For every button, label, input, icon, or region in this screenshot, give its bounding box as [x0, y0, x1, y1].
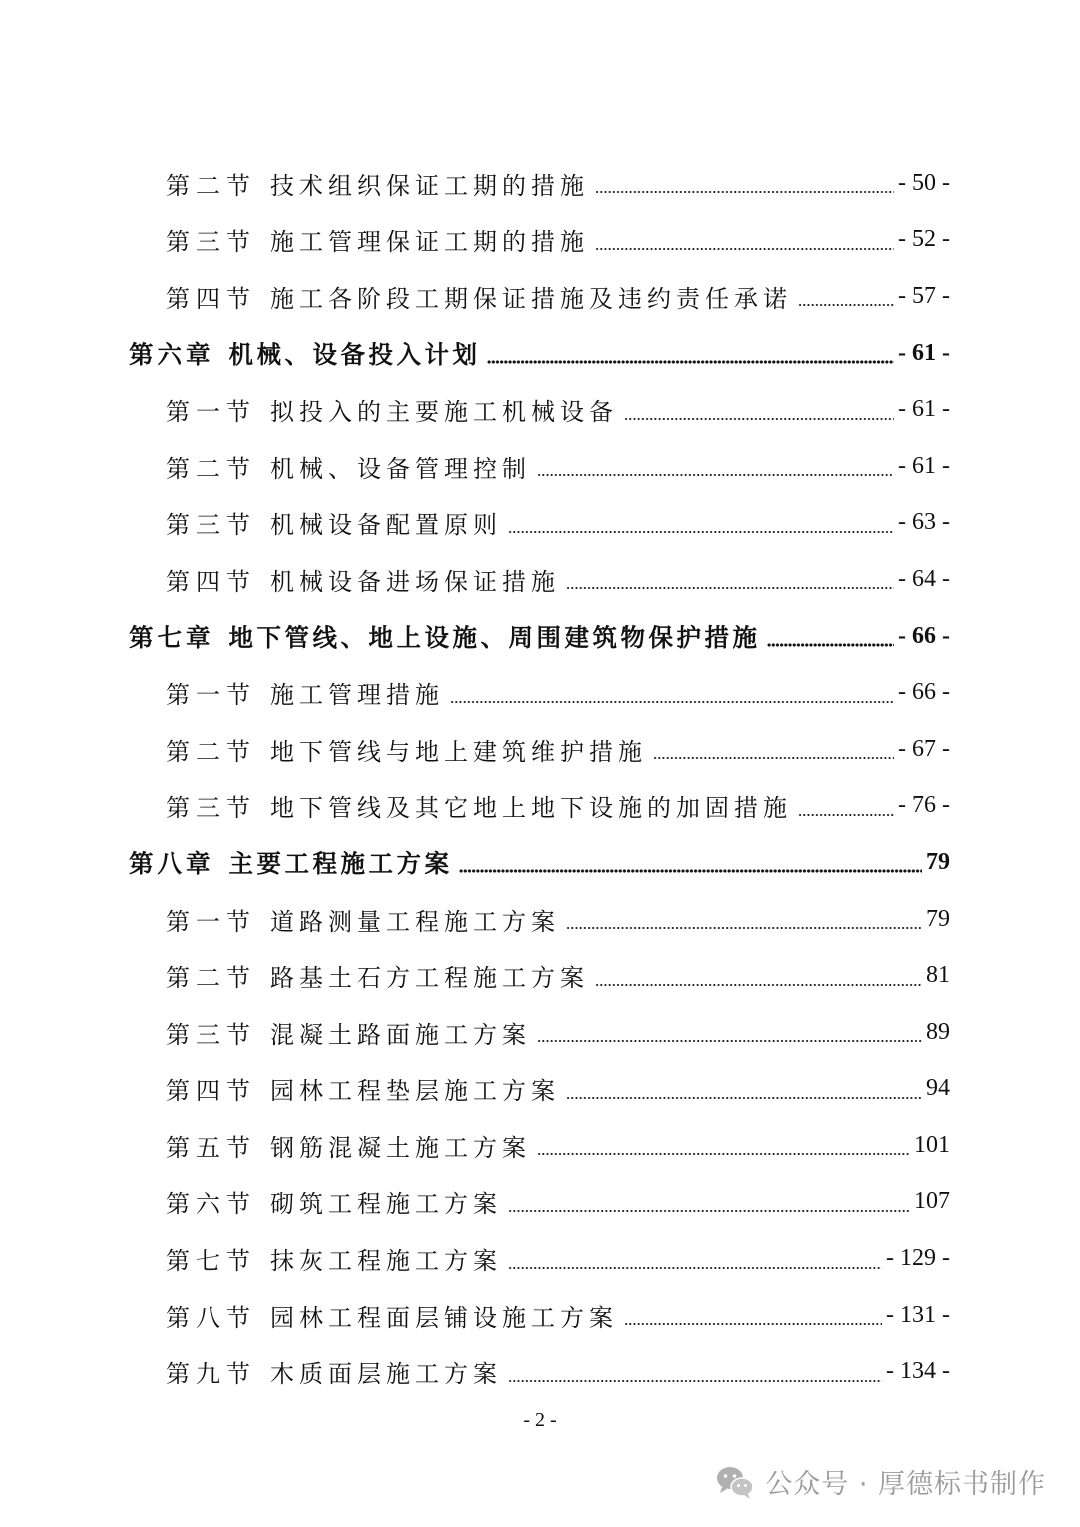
- toc-entry-label: 第七章: [129, 622, 215, 652]
- toc-entry-label: 第三节: [166, 511, 256, 540]
- toc-section-entry[interactable]: [0, 155, 1080, 212]
- toc-entry-title: 木质面层施工方案: [270, 1360, 502, 1389]
- dot-leader: [566, 586, 894, 590]
- toc-entry-label: 第四节: [166, 1077, 256, 1106]
- toc-entry-page: - 61 -: [898, 396, 950, 423]
- toc-entry-page: - 52 -: [898, 226, 950, 253]
- toc-section-entry[interactable]: [0, 721, 1080, 778]
- toc-entry-title: 地下管线及其它地上地下设施的加固措施: [270, 794, 792, 823]
- toc-entry-title: 机械设备进场保证措施: [270, 567, 560, 596]
- toc-entry-title: 地下管线、地上设施、周围建筑物保护措施: [228, 622, 761, 652]
- watermark: [715, 1462, 1046, 1501]
- toc-section-entry[interactable]: [0, 891, 1080, 948]
- dot-leader: [566, 1096, 922, 1100]
- toc-section-entry[interactable]: [0, 495, 1080, 552]
- toc-entry-page: - 61 -: [898, 452, 950, 479]
- toc-entry-title: 机械、设备投入计划: [228, 339, 481, 369]
- toc-entry-page: 79: [926, 905, 950, 932]
- toc-section-entry[interactable]: [0, 551, 1080, 608]
- toc-entry-label: 第三节: [166, 228, 256, 257]
- dot-leader: [459, 869, 923, 873]
- wechat-icon: [715, 1464, 755, 1500]
- toc-entry-label: 第一节: [166, 907, 256, 936]
- toc-entry-page: - 63 -: [898, 509, 950, 536]
- toc-section-entry[interactable]: [0, 1004, 1080, 1061]
- toc-chapter-entry[interactable]: [0, 608, 1080, 665]
- watermark-text: 公众号 · 厚德标书制作: [765, 1469, 1046, 1500]
- toc-section-entry[interactable]: [0, 381, 1080, 438]
- toc-entry-title: 混凝土路面施工方案: [270, 1020, 531, 1049]
- toc-chapter-entry[interactable]: [0, 834, 1080, 891]
- toc-entry-page: - 57 -: [898, 282, 950, 309]
- toc-entry-label: 第四节: [166, 567, 256, 596]
- toc-section-entry[interactable]: [0, 268, 1080, 325]
- dot-leader: [767, 643, 895, 647]
- dot-leader: [798, 303, 894, 307]
- toc-entry-page: 94: [926, 1075, 950, 1102]
- toc-entry-label: 第三节: [166, 794, 256, 823]
- toc-entry-label: 第二节: [166, 454, 256, 483]
- toc-entry-label: 第二节: [166, 964, 256, 993]
- toc-entry-page: - 61 -: [898, 339, 950, 366]
- dot-leader: [624, 417, 894, 421]
- toc-entry-label: 第一节: [166, 681, 256, 710]
- dot-leader: [450, 700, 894, 704]
- dot-leader: [595, 247, 894, 251]
- toc-entry-title: 抹灰工程施工方案: [270, 1247, 502, 1276]
- toc-entry-title: 机械、设备管理控制: [270, 454, 531, 483]
- toc-section-entry[interactable]: [0, 664, 1080, 721]
- dot-leader: [653, 756, 894, 760]
- toc-chapter-entry[interactable]: [0, 325, 1080, 382]
- toc-entry-title: 地下管线与地上建筑维护措施: [270, 737, 647, 766]
- toc-entry-page: - 67 -: [898, 735, 950, 762]
- toc-entry-title: 路基土石方工程施工方案: [270, 964, 589, 993]
- dot-leader: [508, 530, 894, 534]
- toc-entry-title: 拟投入的主要施工机械设备: [270, 398, 618, 427]
- toc-section-entry[interactable]: [0, 1343, 1080, 1400]
- dot-leader: [595, 983, 922, 987]
- toc-section-entry[interactable]: [0, 778, 1080, 835]
- toc-entry-label: 第八节: [166, 1303, 256, 1332]
- toc-entry-title: 道路测量工程施工方案: [270, 907, 560, 936]
- dot-leader: [508, 1209, 910, 1213]
- toc-entry-label: 第五节: [166, 1133, 256, 1162]
- dot-leader: [537, 1152, 910, 1156]
- toc-section-entry[interactable]: [0, 1174, 1080, 1231]
- toc-entry-title: 钢筋混凝土施工方案: [270, 1133, 531, 1162]
- dot-leader: [566, 926, 922, 930]
- toc-entry-page: 79: [926, 848, 950, 875]
- toc-entry-label: 第二节: [166, 737, 256, 766]
- toc-entry-label: 第一节: [166, 398, 256, 427]
- toc-entry-label: 第二节: [166, 171, 256, 200]
- toc-section-entry[interactable]: [0, 1230, 1080, 1287]
- toc-entry-title: 机械设备配置原则: [270, 511, 502, 540]
- toc-entry-page: - 76 -: [898, 792, 950, 819]
- toc-entry-title: 施工各阶段工期保证措施及违约责任承诺: [270, 284, 792, 313]
- dot-leader: [487, 360, 895, 364]
- toc-entry-title: 主要工程施工方案: [228, 848, 453, 878]
- toc-entry-page: 81: [926, 962, 950, 989]
- dot-leader: [798, 813, 894, 817]
- table-of-contents: [0, 155, 1080, 1400]
- toc-entry-label: 第四节: [166, 284, 256, 313]
- dot-leader: [537, 473, 894, 477]
- toc-section-entry[interactable]: [0, 1117, 1080, 1174]
- toc-entry-title: 园林工程面层铺设施工方案: [270, 1303, 618, 1332]
- toc-entry-title: 施工管理措施: [270, 681, 444, 710]
- dot-leader: [624, 1322, 882, 1326]
- dot-leader: [595, 190, 894, 194]
- toc-entry-page: 89: [926, 1018, 950, 1045]
- toc-entry-page: - 50 -: [898, 169, 950, 196]
- toc-entry-page: - 64 -: [898, 565, 950, 592]
- toc-entry-label: 第三节: [166, 1020, 256, 1049]
- toc-section-entry[interactable]: [0, 947, 1080, 1004]
- toc-section-entry[interactable]: [0, 438, 1080, 495]
- toc-entry-label: 第六章: [129, 339, 215, 369]
- toc-entry-label: 第八章: [129, 848, 215, 878]
- dot-leader: [508, 1379, 882, 1383]
- dot-leader: [508, 1266, 882, 1270]
- toc-entry-title: 砌筑工程施工方案: [270, 1190, 502, 1219]
- toc-entry-title: 施工管理保证工期的措施: [270, 228, 589, 257]
- toc-section-entry[interactable]: [0, 212, 1080, 269]
- dot-leader: [537, 1039, 922, 1043]
- toc-section-entry[interactable]: [0, 1061, 1080, 1118]
- toc-entry-page: - 66 -: [898, 622, 950, 649]
- toc-entry-label: 第六节: [166, 1190, 256, 1219]
- toc-section-entry[interactable]: [0, 1287, 1080, 1344]
- toc-entry-page: - 131 -: [886, 1301, 950, 1328]
- toc-entry-title: 园林工程垫层施工方案: [270, 1077, 560, 1106]
- toc-entry-label: 第九节: [166, 1360, 256, 1389]
- toc-entry-label: 第七节: [166, 1247, 256, 1276]
- toc-entry-title: 技术组织保证工期的措施: [270, 171, 589, 200]
- toc-entry-page: - 134 -: [886, 1358, 950, 1385]
- toc-entry-page: - 129 -: [886, 1245, 950, 1272]
- toc-entry-page: - 66 -: [898, 679, 950, 706]
- page-number: - 2 -: [523, 1409, 557, 1431]
- toc-entry-page: 101: [914, 1131, 950, 1158]
- toc-entry-page: 107: [914, 1188, 950, 1215]
